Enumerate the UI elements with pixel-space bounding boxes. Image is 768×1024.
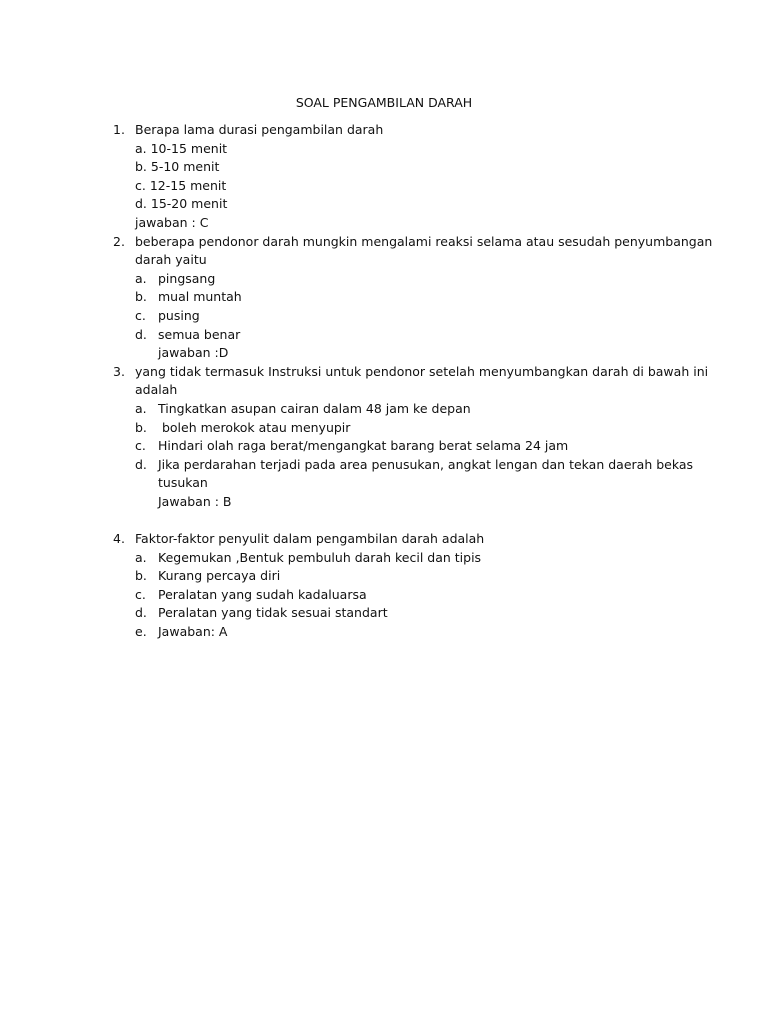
option-a: Kegemukan ,Bentuk pembuluh darah kecil dan tipis bbox=[158, 549, 482, 565]
option-d: semua benar bbox=[158, 326, 241, 342]
option-e: Jawaban: A bbox=[158, 624, 228, 640]
option-marker: b. bbox=[135, 568, 147, 584]
question-text: yang tidak termasuk Instruksi untuk pendonor setelah menyumbangkan darah di bawah ini bbox=[135, 363, 709, 379]
question-text-continued: adalah bbox=[135, 382, 178, 398]
question-number: 4. bbox=[113, 531, 125, 547]
question-text-continued: darah yaitu bbox=[135, 252, 207, 268]
question-number: 3. bbox=[113, 363, 125, 379]
option-marker: d. bbox=[135, 456, 147, 472]
option-marker: c. bbox=[135, 438, 146, 454]
option-b: mual muntah bbox=[158, 289, 242, 305]
option-marker: e. bbox=[135, 624, 147, 640]
question-text: Faktor-faktor penyulit dalam pengambilan darah adalah bbox=[135, 531, 485, 547]
option-c: c. 12-15 menit bbox=[135, 177, 227, 193]
option-marker: d. bbox=[135, 605, 147, 621]
option-a: pingsang bbox=[158, 270, 216, 286]
question-number: 2. bbox=[113, 233, 125, 249]
question-number: 1. bbox=[113, 122, 125, 137]
option-b: Kurang percaya diri bbox=[158, 568, 281, 584]
option-marker: a. bbox=[135, 270, 147, 286]
question-1 bbox=[113, 121, 713, 642]
option-d: Peralatan yang tidak sesuai standart bbox=[158, 605, 388, 621]
answer: jawaban :D bbox=[158, 345, 229, 361]
option-b: b. 5-10 menit bbox=[135, 159, 220, 175]
document-title: SOAL PENGAMBILAN DARAH bbox=[295, 95, 473, 110]
option-b: boleh merokok atau menyupir bbox=[158, 419, 351, 435]
option-a: a. 10-15 menit bbox=[135, 140, 228, 156]
option-c: Hindari olah raga berat/mengangkat barang berat selama 24 jam bbox=[158, 438, 569, 454]
option-d: d. 15-20 menit bbox=[135, 196, 228, 212]
option-marker: b. bbox=[135, 419, 147, 435]
answer: Jawaban : B bbox=[158, 493, 232, 509]
answer: jawaban : C bbox=[135, 214, 209, 230]
option-a: Tingkatkan asupan cairan dalam 48 jam ke depan bbox=[158, 400, 471, 416]
option-marker: a. bbox=[135, 400, 147, 416]
spacer bbox=[113, 511, 658, 530]
option-d-continued: tusukan bbox=[158, 475, 208, 491]
option-c: Peralatan yang sudah kadaluarsa bbox=[158, 586, 367, 602]
option-marker: b. bbox=[135, 289, 147, 305]
option-c: pusing bbox=[158, 307, 200, 323]
question-text: beberapa pendonor darah mungkin mengalami reaksi selama atau sesudah penyumbangan bbox=[135, 233, 713, 249]
option-marker: a. bbox=[135, 549, 147, 565]
option-marker: c. bbox=[135, 586, 146, 602]
option-marker: c. bbox=[135, 307, 146, 323]
question-text: Berapa lama durasi pengambilan darah bbox=[135, 122, 384, 137]
option-marker: d. bbox=[135, 326, 147, 342]
option-d: Jika perdarahan terjadi pada area penusukan, angkat lengan dan tekan daerah bekas bbox=[158, 456, 694, 472]
